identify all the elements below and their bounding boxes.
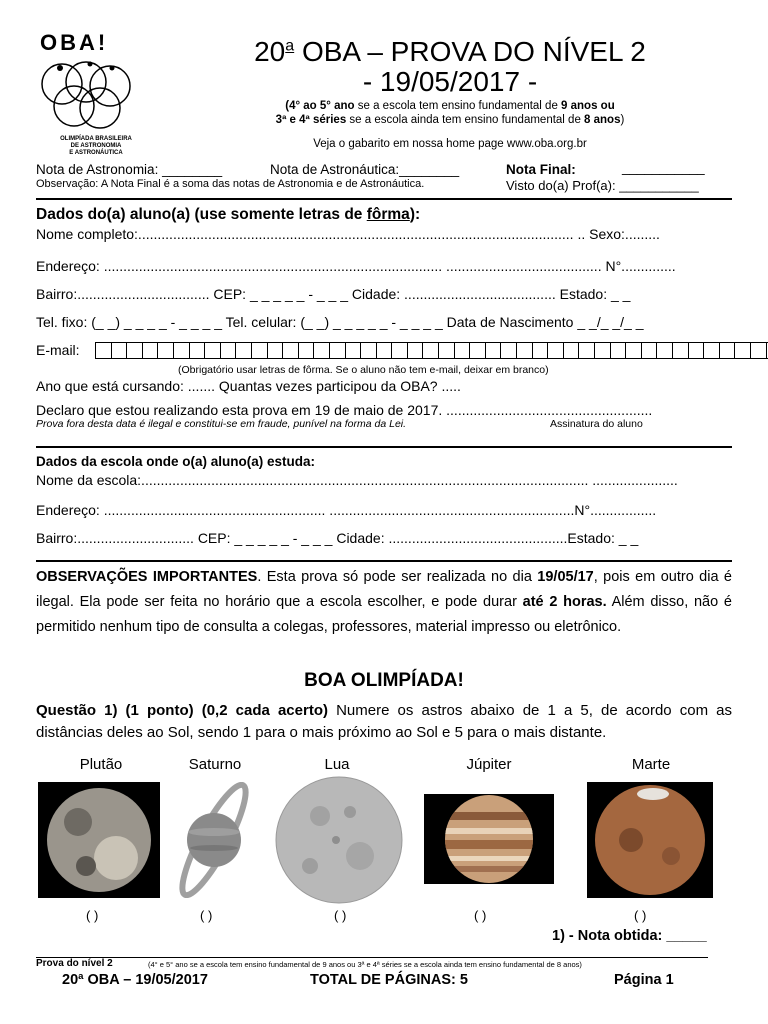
label-pluto: Plutão (79, 756, 123, 773)
school-address-field[interactable]: Endereço: ......................................................... ...............................................................N°................. (36, 502, 657, 518)
level-line-2: 3ª e 4ª séries se a escola ainda tem ensino fundamental de 8 anos) (275, 114, 625, 126)
signature-label: Assinatura do aluno (550, 418, 643, 430)
answer-pluto[interactable]: ( ) (86, 908, 99, 923)
school-name-field[interactable]: Nome da escola:................................................................................................................... ...................... (36, 472, 678, 488)
footer-rule (36, 957, 708, 958)
student-declaration[interactable]: Declaro que estou realizando esta prova em 19 de maio de 2017. ..................................................... (36, 402, 653, 418)
email-label: E-mail: (36, 342, 80, 358)
footer-edition: 20ª OBA – 19/05/2017 (62, 972, 208, 988)
student-heading: Dados do(a) aluno(a) (use somente letras de fôrma): (36, 206, 421, 223)
footer-total-pages: TOTAL DE PÁGINAS: 5 (310, 972, 468, 988)
footer-level-note: (4° e 5° ano se a escola tem ensino fundamental de 9 anos ou 3ª e 4ª séries se a escola ainda tem ensino fundamental de 8 anos) (148, 960, 582, 969)
exam-date: - 19/05/2017 - (362, 66, 538, 97)
answer-moon[interactable]: ( ) (334, 908, 347, 923)
divider (36, 198, 732, 200)
label-mars: Marte (631, 756, 671, 773)
moon-image (270, 776, 408, 904)
footer-page-number: Página 1 (614, 972, 674, 988)
student-year-field[interactable]: Ano que está cursando: ....... Quantas vezes participou da OBA? ..... (36, 378, 461, 394)
school-heading: Dados da escola onde o(a) aluno(a) estuda: (36, 454, 316, 469)
footer-level: Prova do nível 2 (36, 958, 113, 969)
date-warning: Prova fora desta data é ilegal e constitui-se em fraude, punível na forma da Lei. (36, 418, 407, 430)
exam-title: 20$^a$ OBA – PROVA DO NÍVEL 2 (254, 36, 646, 67)
oba-logo-caption: OLIMPÍADA BRASILEIRA DE ASTRONOMIA E ASTRONÁUTICA (60, 136, 132, 156)
answer-saturn[interactable]: ( ) (200, 908, 213, 923)
school-neighborhood-field[interactable]: Bairro:.............................. CEP: _ _ _ _ _ - _ _ _ Cidade: ..............................................Estado: _ _ (36, 530, 639, 546)
grade-final-blank[interactable]: ___________ (622, 160, 705, 175)
level-line-1: (4° ao 5° ano se a escola tem ensino fundamental de 9 anos ou (285, 100, 615, 112)
grade-astronautica: Nota de Astronáutica:________ (270, 162, 460, 177)
boa-olimpiada: BOA OLIMPÍADA! (304, 670, 464, 691)
oba-logo-word: OBA! (40, 30, 109, 55)
oba-rings-logo (34, 60, 140, 132)
jupiter-image (424, 794, 554, 884)
grade-observation: Observação: A Nota Final é a soma das notas de Astronomia e de Astronáutica. (36, 178, 425, 190)
email-char-boxes[interactable] (96, 342, 768, 359)
saturn-image (176, 782, 252, 898)
answer-jupiter[interactable]: ( ) (474, 908, 487, 923)
mars-image (587, 782, 713, 898)
teacher-visto[interactable]: Visto do(a) Prof(a): ___________ (506, 178, 699, 193)
student-name-field[interactable]: Nome completo:................................................................................................................ .. Sexo:......... (36, 226, 660, 242)
question-1-score[interactable]: 1) - Nota obtida: _____ (552, 928, 707, 944)
grade-astronomia: Nota de Astronomia: ________ (36, 162, 223, 177)
label-moon: Lua (324, 756, 350, 773)
question-1-text: Questão 1) (1 ponto) (0,2 cada acerto) Numere os astros abaixo de 1 a 5, de acordo com as distâncias deles ao Sol, sendo 1 para o mais próximo ao Sol e 5 para o mais distante. (36, 702, 733, 741)
label-jupiter: Júpiter (466, 756, 512, 773)
divider (36, 560, 732, 562)
divider (36, 446, 732, 448)
email-note: (Obrigatório usar letras de fôrma. Se o aluno não tem e-mail, deixar em branco) (178, 364, 549, 376)
important-observations: OBSERVAÇÕES IMPORTANTES. Esta prova só pode ser realizada no dia 19/05/17, pois em outro dia é ilegal. Ela pode ser feita no horário que a escola escolher, e pode durar até 2 horas. Além disso, não é permitido nenhum tipo de consulta a colegas, professores, material impresso ou eletrônico. (36, 569, 732, 635)
gabarito-note: Veja o gabarito em nossa home page www.oba.org.br (313, 138, 587, 150)
student-neighborhood-field[interactable]: Bairro:.................................. CEP: _ _ _ _ _ - _ _ _ Cidade: ....................................... Estado: _ _ (36, 286, 631, 302)
answer-mars[interactable]: ( ) (634, 908, 647, 923)
grade-final-label: Nota Final: (506, 162, 576, 177)
label-saturn: Saturno (188, 756, 242, 773)
student-address-field[interactable]: Endereço: ....................................................................................... ........................................ N°.............. (36, 258, 676, 274)
student-phone-field[interactable]: Tel. fixo: (_ _) _ _ _ _ - _ _ _ _ Tel. celular: (_ _) _ _ _ _ _ - _ _ _ _ Data de Nascimento _ _/_ _/_ _ (36, 314, 644, 330)
pluto-image (38, 782, 160, 898)
